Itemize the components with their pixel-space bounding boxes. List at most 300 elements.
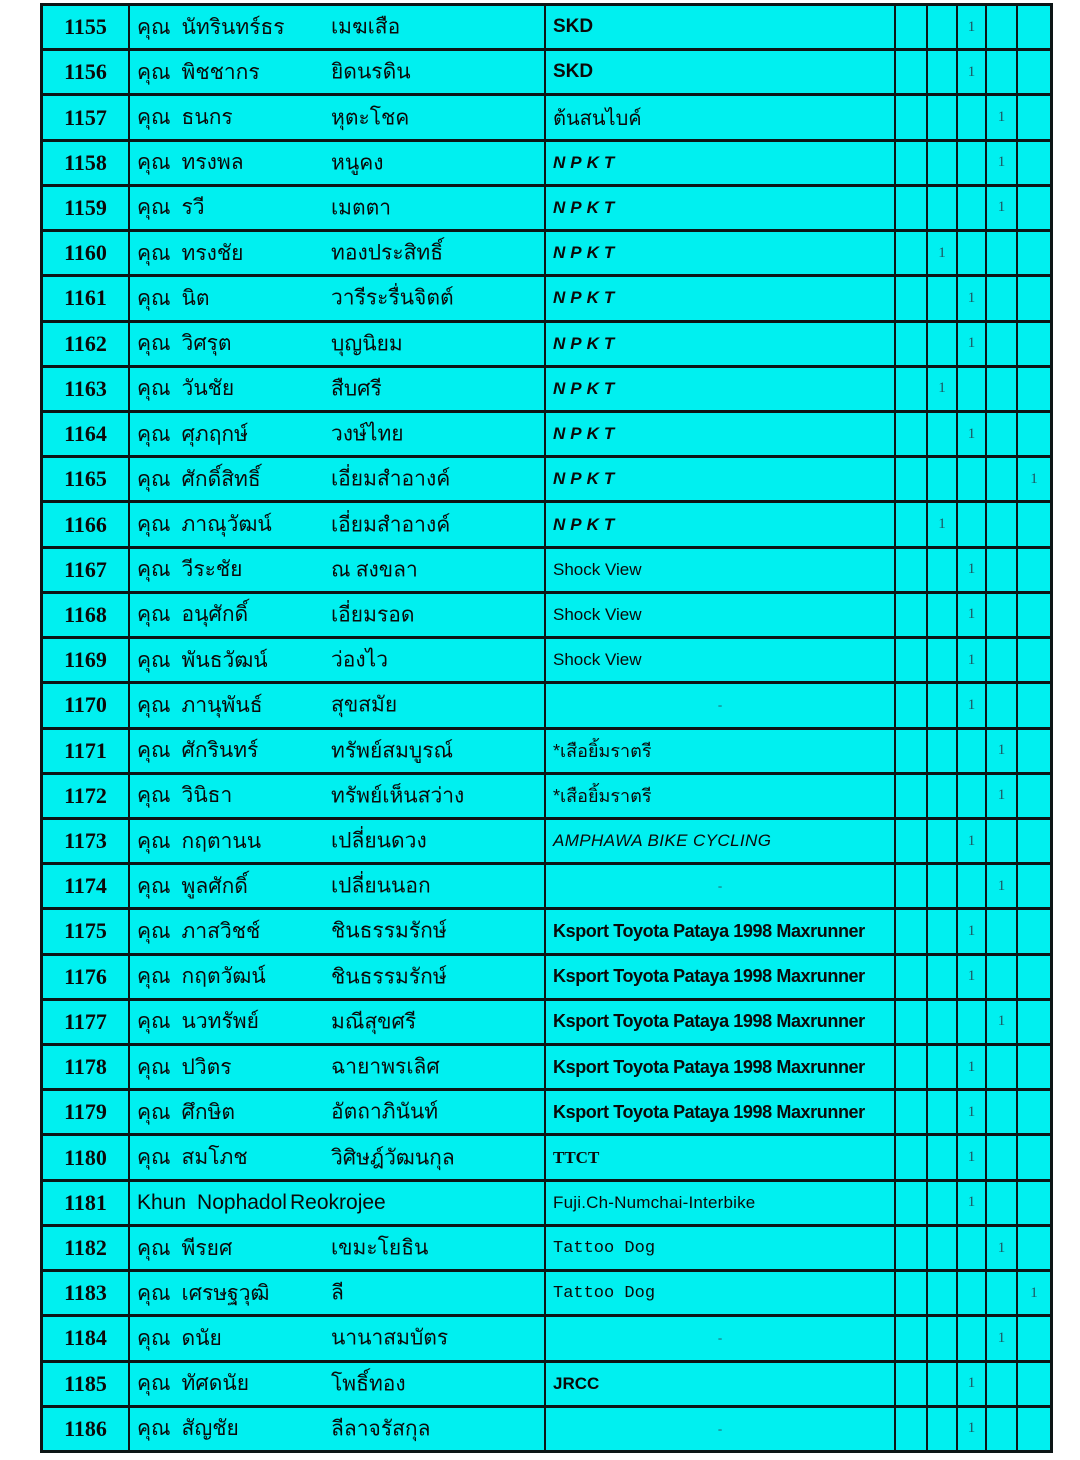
first-name: ภาณุวัฒน์ <box>181 512 272 537</box>
table-row <box>43 277 1050 319</box>
category-mark-4 <box>987 1408 1016 1450</box>
category-mark-1 <box>896 775 926 817</box>
category-mark-4 <box>987 639 1016 681</box>
name-title: คุณ <box>137 1054 171 1079</box>
first-name: ศึกษิต <box>181 1099 236 1124</box>
team-cell: - <box>546 684 894 726</box>
category-mark-3: 1 <box>958 323 985 365</box>
first-name: ศุภฤกษ์ <box>181 421 248 446</box>
category-mark-4 <box>987 413 1016 455</box>
rider-name-cell <box>130 549 544 591</box>
name-title: คุณ <box>137 783 171 808</box>
first-name: วีระชัย <box>181 557 243 582</box>
team-cell: ต้นสนไบค์ <box>546 96 894 138</box>
name-title: คุณ <box>137 421 171 446</box>
rider-name-cell <box>130 323 544 365</box>
team-cell: - <box>546 1408 894 1450</box>
last-name: ฉายาพรเลิศ <box>331 1054 440 1079</box>
category-mark-3: 1 <box>958 277 985 319</box>
category-mark-3 <box>958 1227 985 1269</box>
last-name: โพธิ์ทอง <box>331 1371 406 1396</box>
category-mark-1 <box>896 277 926 319</box>
category-mark-4: 1 <box>987 775 1016 817</box>
category-mark-4 <box>987 232 1016 274</box>
category-mark-4: 1 <box>987 1227 1016 1269</box>
table-row <box>43 1227 1050 1269</box>
row-number: 1167 <box>43 549 128 591</box>
rider-name-cell <box>130 865 544 907</box>
table-row <box>43 1408 1050 1450</box>
category-mark-5 <box>1018 775 1050 817</box>
category-mark-1 <box>896 96 926 138</box>
category-mark-3 <box>958 458 985 500</box>
category-mark-4: 1 <box>987 730 1016 772</box>
category-mark-4 <box>987 323 1016 365</box>
row-number: 1161 <box>43 277 128 319</box>
category-mark-5 <box>1018 187 1050 229</box>
table-row <box>43 639 1050 681</box>
row-number: 1182 <box>43 1227 128 1269</box>
category-mark-5 <box>1018 1408 1050 1450</box>
name-title: คุณ <box>137 918 171 943</box>
category-mark-1 <box>896 1317 926 1359</box>
rider-name-cell <box>130 6 544 48</box>
category-mark-2 <box>928 1136 956 1178</box>
team-cell: NPKT <box>546 368 894 410</box>
category-mark-2 <box>928 458 956 500</box>
rider-name-cell <box>130 1408 544 1450</box>
row-number: 1172 <box>43 775 128 817</box>
category-mark-1 <box>896 865 926 907</box>
category-mark-1 <box>896 142 926 184</box>
team-cell: NPKT <box>546 458 894 500</box>
category-mark-4 <box>987 910 1016 952</box>
name-title: คุณ <box>137 557 171 582</box>
team-cell: Ksport Toyota Pataya 1998 Maxrunner <box>546 956 894 998</box>
row-number: 1183 <box>43 1272 128 1314</box>
rider-name-cell <box>130 1363 544 1405</box>
last-name: เปลี่ยนดวง <box>331 828 427 853</box>
category-mark-5 <box>1018 910 1050 952</box>
team-cell: *เสือยิ้มราตรี <box>546 775 894 817</box>
category-mark-2 <box>928 639 956 681</box>
category-mark-5 <box>1018 1136 1050 1178</box>
team-cell: SKD <box>546 51 894 93</box>
team-cell: AMPHAWA BIKE CYCLING <box>546 820 894 862</box>
category-mark-4 <box>987 368 1016 410</box>
table-row <box>43 1136 1050 1178</box>
category-mark-3: 1 <box>958 1408 985 1450</box>
category-mark-2 <box>928 1091 956 1133</box>
name-title: คุณ <box>137 376 171 401</box>
category-mark-3: 1 <box>958 1182 985 1224</box>
row-number: 1168 <box>43 594 128 636</box>
category-mark-5 <box>1018 277 1050 319</box>
name-title: คุณ <box>137 602 171 627</box>
category-mark-1 <box>896 187 926 229</box>
category-mark-4 <box>987 277 1016 319</box>
rider-name-cell <box>130 820 544 862</box>
name-title: คุณ <box>137 1280 171 1305</box>
row-number: 1157 <box>43 96 128 138</box>
first-name: นัทรินทร์ธร <box>181 14 285 39</box>
table-row <box>43 142 1050 184</box>
name-title: คุณ <box>137 105 171 130</box>
row-number: 1179 <box>43 1091 128 1133</box>
category-mark-5 <box>1018 549 1050 591</box>
category-mark-1 <box>896 730 926 772</box>
last-name: ณ สงขลา <box>331 557 418 582</box>
rider-name-cell <box>130 1046 544 1088</box>
category-mark-1 <box>896 549 926 591</box>
category-mark-2 <box>928 1227 956 1269</box>
category-mark-4: 1 <box>987 1317 1016 1359</box>
row-number: 1170 <box>43 684 128 726</box>
category-mark-3: 1 <box>958 684 985 726</box>
rider-name-cell <box>130 413 544 455</box>
rider-name-cell <box>130 142 544 184</box>
category-mark-3: 1 <box>958 6 985 48</box>
name-title: คุณ <box>137 1235 171 1260</box>
table-row <box>43 1363 1050 1405</box>
last-name: เอี่ยมรอด <box>331 602 415 627</box>
first-name: ทัศดนัย <box>181 1371 250 1396</box>
name-title: คุณ <box>137 873 171 898</box>
table-row <box>43 232 1050 274</box>
first-name: เศรษฐวุฒิ <box>181 1280 270 1305</box>
category-mark-2 <box>928 775 956 817</box>
rider-name-cell <box>130 639 544 681</box>
last-name: ยิดนรดิน <box>331 59 411 84</box>
first-name: วิศรุต <box>181 331 232 356</box>
category-mark-5 <box>1018 956 1050 998</box>
first-name: พีรยศ <box>181 1235 233 1260</box>
category-mark-2 <box>928 96 956 138</box>
last-name: อัตถาภินันท์ <box>331 1099 439 1124</box>
team-cell: NPKT <box>546 413 894 455</box>
rider-name-cell <box>130 910 544 952</box>
last-name: เอี่ยมสำอางค์ <box>331 512 451 537</box>
category-mark-1 <box>896 51 926 93</box>
table-row <box>43 1001 1050 1043</box>
first-name: พันธวัฒน์ <box>181 647 268 672</box>
category-mark-5 <box>1018 142 1050 184</box>
name-title: คุณ <box>137 647 171 672</box>
category-mark-2 <box>928 1272 956 1314</box>
table-row <box>43 1046 1050 1088</box>
rider-name-cell <box>130 503 544 545</box>
category-mark-5 <box>1018 1001 1050 1043</box>
last-name: เมฆเสือ <box>331 14 401 39</box>
category-mark-3 <box>958 503 985 545</box>
team-cell: Fuji.Ch-Numchai-Interbike <box>546 1182 894 1224</box>
category-mark-2 <box>928 1408 956 1450</box>
category-mark-4 <box>987 1091 1016 1133</box>
category-mark-3 <box>958 142 985 184</box>
category-mark-3 <box>958 730 985 772</box>
category-mark-5 <box>1018 1182 1050 1224</box>
first-name: นิต <box>181 285 210 310</box>
category-mark-3 <box>958 865 985 907</box>
category-mark-2: 1 <box>928 503 956 545</box>
category-mark-3 <box>958 187 985 229</box>
rider-name-cell <box>130 1136 544 1178</box>
category-mark-3 <box>958 232 985 274</box>
category-mark-4 <box>987 1182 1016 1224</box>
name-title: คุณ <box>137 240 171 265</box>
team-cell: Shock View <box>546 594 894 636</box>
category-mark-5 <box>1018 413 1050 455</box>
first-name: นวทรัพย์ <box>181 1009 259 1034</box>
category-mark-1 <box>896 368 926 410</box>
row-number: 1165 <box>43 458 128 500</box>
category-mark-4 <box>987 1046 1016 1088</box>
table-row <box>43 458 1050 500</box>
first-name: พูลศักดิ์ <box>181 873 248 898</box>
last-name: หุตะโชค <box>331 105 410 130</box>
category-mark-4 <box>987 549 1016 591</box>
first-name: ปวิตร <box>181 1054 232 1079</box>
table-row <box>43 51 1050 93</box>
category-mark-3: 1 <box>958 956 985 998</box>
table-row <box>43 1091 1050 1133</box>
team-cell: NPKT <box>546 142 894 184</box>
category-mark-5 <box>1018 51 1050 93</box>
rider-name-cell <box>130 277 544 319</box>
last-name: เปลี่ยนนอก <box>331 873 431 898</box>
row-number: 1160 <box>43 232 128 274</box>
last-name: มณีสุขศรี <box>331 1009 417 1034</box>
name-title: คุณ <box>137 692 171 717</box>
category-mark-3: 1 <box>958 1136 985 1178</box>
row-number: 1178 <box>43 1046 128 1088</box>
category-mark-1 <box>896 956 926 998</box>
table-row <box>43 368 1050 410</box>
category-mark-1 <box>896 1227 926 1269</box>
rider-name-cell <box>130 1182 544 1224</box>
name-title: คุณ <box>137 1371 171 1396</box>
row-number: 1186 <box>43 1408 128 1450</box>
category-mark-5 <box>1018 6 1050 48</box>
category-mark-5 <box>1018 1227 1050 1269</box>
category-mark-5 <box>1018 594 1050 636</box>
row-number: 1163 <box>43 368 128 410</box>
category-mark-5: 1 <box>1018 458 1050 500</box>
category-mark-1 <box>896 684 926 726</box>
category-mark-2 <box>928 1317 956 1359</box>
name-title: คุณ <box>137 1145 171 1170</box>
first-name: ทรงพล <box>181 150 244 175</box>
table-row <box>43 549 1050 591</box>
first-name: ศักรินทร์ <box>181 738 259 763</box>
first-name: พิชชากร <box>181 59 260 84</box>
row-number: 1180 <box>43 1136 128 1178</box>
table-row <box>43 413 1050 455</box>
category-mark-4 <box>987 51 1016 93</box>
category-mark-4 <box>987 956 1016 998</box>
rider-name-cell <box>130 1272 544 1314</box>
team-cell: SKD <box>546 6 894 48</box>
table-row <box>43 775 1050 817</box>
row-number: 1156 <box>43 51 128 93</box>
category-mark-2 <box>928 1046 956 1088</box>
name-title: คุณ <box>137 512 171 537</box>
category-mark-3: 1 <box>958 594 985 636</box>
last-name: หนูคง <box>331 150 384 175</box>
name-title: คุณ <box>137 59 171 84</box>
name-title: คุณ <box>137 150 171 175</box>
last-name: สุขสมัย <box>331 692 398 717</box>
row-number: 1185 <box>43 1363 128 1405</box>
last-name: ว่องไว <box>331 647 389 672</box>
category-mark-4 <box>987 6 1016 48</box>
last-name: Reokrojee <box>290 1190 386 1214</box>
category-mark-3 <box>958 1317 985 1359</box>
category-mark-3 <box>958 1001 985 1043</box>
table-row <box>43 684 1050 726</box>
row-number: 1175 <box>43 910 128 952</box>
name-title: คุณ <box>137 1325 171 1350</box>
category-mark-5 <box>1018 1317 1050 1359</box>
name-title: คุณ <box>137 1099 171 1124</box>
category-mark-2 <box>928 1363 956 1405</box>
category-mark-2 <box>928 1001 956 1043</box>
category-mark-3: 1 <box>958 820 985 862</box>
last-name: ลี <box>331 1280 344 1305</box>
first-name: วันชัย <box>181 376 235 401</box>
last-name: สืบศรี <box>331 376 382 401</box>
category-mark-2 <box>928 910 956 952</box>
rider-name-cell <box>130 232 544 274</box>
category-mark-5 <box>1018 684 1050 726</box>
team-cell: Ksport Toyota Pataya 1998 Maxrunner <box>546 910 894 952</box>
category-mark-3: 1 <box>958 51 985 93</box>
rider-name-cell <box>130 1091 544 1133</box>
category-mark-3 <box>958 368 985 410</box>
last-name: ชินธรรมรักษ์ <box>331 964 447 989</box>
category-mark-1 <box>896 1136 926 1178</box>
rider-name-cell <box>130 1001 544 1043</box>
team-cell: TTCT <box>546 1136 894 1178</box>
registration-table <box>40 3 1053 1453</box>
category-mark-1 <box>896 232 926 274</box>
row-number: 1169 <box>43 639 128 681</box>
category-mark-5 <box>1018 1046 1050 1088</box>
category-mark-1 <box>896 458 926 500</box>
last-name: ทรัพย์เห็นสว่าง <box>331 783 465 808</box>
category-mark-4 <box>987 458 1016 500</box>
category-mark-2 <box>928 187 956 229</box>
first-name: Nophadol <box>197 1190 287 1214</box>
first-name: ศักดิ์สิทธิ์ <box>181 466 261 491</box>
category-mark-5 <box>1018 1091 1050 1133</box>
row-number: 1166 <box>43 503 128 545</box>
category-mark-4: 1 <box>987 96 1016 138</box>
category-mark-2 <box>928 6 956 48</box>
first-name: กฤตวัฒน์ <box>181 964 266 989</box>
name-title: คุณ <box>137 195 171 220</box>
category-mark-5 <box>1018 820 1050 862</box>
category-mark-2 <box>928 51 956 93</box>
table-row <box>43 730 1050 772</box>
row-number: 1174 <box>43 865 128 907</box>
category-mark-5 <box>1018 865 1050 907</box>
team-cell: NPKT <box>546 323 894 365</box>
last-name: นานาสมบัตร <box>331 1325 449 1350</box>
table-row <box>43 956 1050 998</box>
category-mark-3: 1 <box>958 413 985 455</box>
category-mark-1 <box>896 503 926 545</box>
category-mark-2 <box>928 323 956 365</box>
row-number: 1164 <box>43 413 128 455</box>
team-cell: NPKT <box>546 277 894 319</box>
last-name: วิศิษฎ์วัฒนกุล <box>331 1145 455 1170</box>
table-row <box>43 503 1050 545</box>
category-mark-4: 1 <box>987 142 1016 184</box>
category-mark-2: 1 <box>928 368 956 410</box>
category-mark-3 <box>958 775 985 817</box>
category-mark-4: 1 <box>987 187 1016 229</box>
category-mark-2 <box>928 956 956 998</box>
rider-name-cell <box>130 956 544 998</box>
category-mark-3: 1 <box>958 639 985 681</box>
table-row <box>43 1317 1050 1359</box>
team-cell: NPKT <box>546 503 894 545</box>
category-mark-1 <box>896 1001 926 1043</box>
last-name: บุญนิยม <box>331 331 403 356</box>
category-mark-1 <box>896 820 926 862</box>
team-cell: Tattoo Dog <box>546 1272 894 1314</box>
category-mark-4: 1 <box>987 865 1016 907</box>
last-name: วารีระรื่นจิตต์ <box>331 285 454 310</box>
row-number: 1176 <box>43 956 128 998</box>
name-title: คุณ <box>137 1416 171 1441</box>
category-mark-1 <box>896 413 926 455</box>
team-cell: Shock View <box>546 639 894 681</box>
name-title: คุณ <box>137 828 171 853</box>
rider-name-cell <box>130 51 544 93</box>
last-name: เมตตา <box>331 195 392 220</box>
last-name: ชินธรรมรักษ์ <box>331 918 447 943</box>
table-row <box>43 96 1050 138</box>
category-mark-4 <box>987 1363 1016 1405</box>
category-mark-5 <box>1018 96 1050 138</box>
category-mark-1 <box>896 1046 926 1088</box>
category-mark-3 <box>958 1272 985 1314</box>
category-mark-1 <box>896 1091 926 1133</box>
category-mark-2 <box>928 1182 956 1224</box>
category-mark-1 <box>896 1272 926 1314</box>
category-mark-1 <box>896 1363 926 1405</box>
first-name: กฤตานน <box>181 828 262 853</box>
category-mark-4 <box>987 503 1016 545</box>
category-mark-4: 1 <box>987 1001 1016 1043</box>
table-row <box>43 323 1050 365</box>
first-name: ภาสวิชช์ <box>181 918 261 943</box>
category-mark-5 <box>1018 368 1050 410</box>
category-mark-5 <box>1018 1363 1050 1405</box>
table-row <box>43 1272 1050 1314</box>
team-cell: *เสือยิ้มราตรี <box>546 730 894 772</box>
category-mark-3: 1 <box>958 1091 985 1133</box>
team-cell: Shock View <box>546 549 894 591</box>
row-number: 1184 <box>43 1317 128 1359</box>
category-mark-2 <box>928 413 956 455</box>
last-name: ทรัพย์สมบูรณ์ <box>331 738 454 763</box>
category-mark-3 <box>958 96 985 138</box>
table-row <box>43 910 1050 952</box>
first-name: อนุศักดิ์ <box>181 602 249 627</box>
